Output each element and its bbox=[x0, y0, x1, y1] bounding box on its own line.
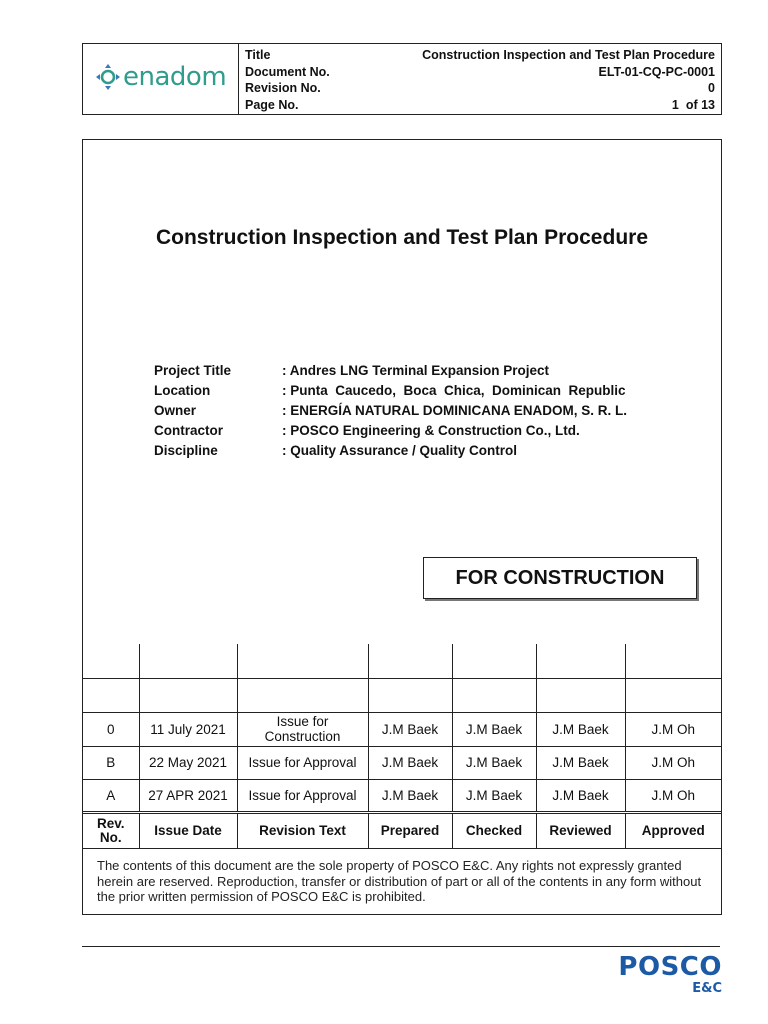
table-cell: Issue for Construction bbox=[237, 712, 368, 746]
table-cell bbox=[536, 678, 625, 712]
project-info-label: Project Title bbox=[154, 363, 232, 378]
table-row bbox=[83, 712, 721, 746]
project-info-label: Owner bbox=[154, 403, 197, 418]
column-header: Prepared bbox=[368, 812, 452, 848]
column-header: Rev. No. bbox=[83, 812, 139, 848]
header-row-page-no bbox=[245, 97, 715, 114]
column-header: Revision Text bbox=[237, 812, 368, 848]
enadom-logo-text: enadom bbox=[123, 62, 227, 92]
header-row-title bbox=[245, 47, 715, 64]
table-cell: J.M Baek bbox=[368, 746, 452, 779]
project-info-row bbox=[154, 401, 627, 421]
project-info-row bbox=[154, 421, 627, 441]
table-cell: Issue for Approval bbox=[237, 779, 368, 812]
project-info bbox=[154, 361, 627, 461]
table-cell bbox=[625, 678, 721, 712]
table-cell bbox=[368, 678, 452, 712]
table-cell: Issue for Approval bbox=[237, 746, 368, 779]
project-info-row bbox=[154, 441, 627, 461]
column-header: Issue Date bbox=[139, 812, 237, 848]
table-cell bbox=[237, 678, 368, 712]
enadom-logo bbox=[95, 62, 226, 92]
revision-table bbox=[83, 644, 721, 849]
document-title: Construction Inspection and Test Plan Procedure bbox=[155, 226, 648, 249]
header-label: Document No. bbox=[245, 64, 330, 79]
table-cell bbox=[237, 644, 368, 678]
enadom-emblem-icon bbox=[95, 62, 121, 92]
table-cell: 11 July 2021 bbox=[139, 712, 237, 746]
project-info-label: Discipline bbox=[154, 443, 218, 458]
table-cell: J.M Oh bbox=[625, 779, 721, 812]
document-header bbox=[82, 43, 722, 115]
posco-logo-subtext: E&C bbox=[692, 981, 722, 996]
project-info-value: : POSCO Engineering & Construction Co., Ltd. bbox=[282, 423, 580, 438]
table-cell: J.M Baek bbox=[536, 779, 625, 812]
confidentiality-notice: The contents of this document are the sole property of POSCO E&C. Any rights not expressly granted herein are reserved. Reproduction, transfer or distribution of part or all of the contents in any form without the prior written permission of POSCO E&C is prohibited. bbox=[97, 858, 702, 904]
table-cell bbox=[83, 678, 139, 712]
column-header: Checked bbox=[452, 812, 536, 848]
project-info-label: Contractor bbox=[154, 423, 224, 438]
table-cell: J.M Baek bbox=[452, 712, 536, 746]
header-value: 1 of 13 bbox=[671, 97, 715, 112]
header-info bbox=[245, 47, 715, 113]
table-cell bbox=[139, 678, 237, 712]
table-row bbox=[83, 644, 721, 678]
project-info-value: : Quality Assurance / Quality Control bbox=[282, 443, 518, 458]
table-cell: J.M Baek bbox=[536, 712, 625, 746]
cover-page-frame bbox=[82, 139, 722, 915]
table-cell bbox=[452, 678, 536, 712]
header-row-document-no bbox=[245, 64, 715, 81]
table-cell: J.M Oh bbox=[625, 712, 721, 746]
table-cell: J.M Oh bbox=[625, 746, 721, 779]
table-cell: J.M Baek bbox=[368, 712, 452, 746]
table-cell: J.M Baek bbox=[452, 779, 536, 812]
posco-logo-text: POSCO bbox=[618, 952, 722, 982]
table-cell: J.M Baek bbox=[452, 746, 536, 779]
posco-logo bbox=[618, 952, 722, 996]
table-cell bbox=[368, 644, 452, 678]
header-label: Title bbox=[245, 48, 271, 62]
table-cell: 22 May 2021 bbox=[139, 746, 237, 779]
project-info-label: Location bbox=[154, 383, 211, 398]
table-cell bbox=[625, 644, 721, 678]
table-cell bbox=[83, 644, 139, 678]
table-cell: A bbox=[83, 779, 139, 812]
project-info-value: : ENERGÍA NATURAL DOMINICANA ENADOM, S. R. L. bbox=[282, 403, 627, 418]
project-info-row bbox=[154, 381, 627, 401]
logo-cell bbox=[83, 44, 239, 114]
table-cell: 0 bbox=[83, 712, 139, 746]
table-cell: J.M Baek bbox=[368, 779, 452, 812]
header-label: Revision No. bbox=[245, 81, 321, 95]
table-cell bbox=[452, 644, 536, 678]
table-cell bbox=[536, 644, 625, 678]
project-info-value: : Punta Caucedo, Boca Chica, Dominican Republic bbox=[282, 383, 626, 398]
header-row-revision-no bbox=[245, 80, 715, 97]
table-cell: J.M Baek bbox=[536, 746, 625, 779]
table-cell bbox=[139, 644, 237, 678]
header-value: Construction Inspection and Test Plan Procedure bbox=[422, 48, 715, 62]
header-value: ELT-01-CQ-PC-0001 bbox=[598, 64, 715, 79]
project-info-row bbox=[154, 361, 627, 381]
project-info-value: : Andres LNG Terminal Expansion Project bbox=[282, 363, 550, 378]
table-row bbox=[83, 746, 721, 779]
table-row bbox=[83, 678, 721, 712]
table-cell: B bbox=[83, 746, 139, 779]
header-value: 0 bbox=[708, 81, 715, 95]
table-header-row bbox=[83, 812, 721, 848]
table-cell: 27 APR 2021 bbox=[139, 779, 237, 812]
column-header: Reviewed bbox=[536, 812, 625, 848]
column-header: Approved bbox=[625, 812, 721, 848]
for-construction-stamp: FOR CONSTRUCTION bbox=[423, 557, 697, 599]
header-label: Page No. bbox=[245, 97, 299, 112]
table-row bbox=[83, 779, 721, 812]
footer-divider bbox=[82, 946, 720, 947]
